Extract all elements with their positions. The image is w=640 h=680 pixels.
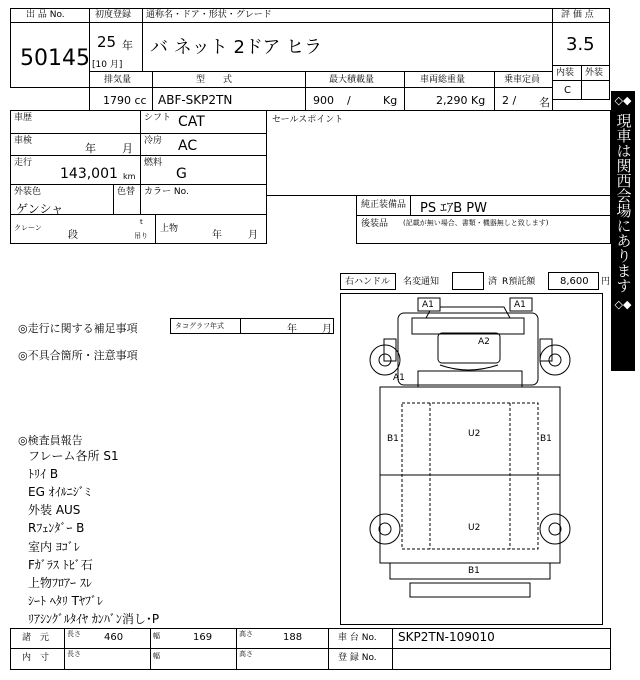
first-reg-year-unit: 年	[122, 39, 133, 52]
max-load-sep: /	[347, 94, 351, 107]
mounted-label: 上物	[160, 224, 179, 234]
inspector-item: EG ｵｲﾙﾆｼﾞﾐ	[28, 485, 91, 499]
max-load-label: 最大積載量	[329, 75, 375, 85]
mark-b1-left: B1	[387, 434, 399, 444]
driving-label: ◎走行に関する補足事項	[18, 322, 138, 335]
mark-a1-front-left: A1	[422, 300, 434, 310]
model-label: 型 式	[196, 75, 233, 85]
notice-top-marks: ◇◆	[614, 94, 632, 107]
length-label: 長さ	[67, 630, 81, 638]
venue-notice	[611, 91, 635, 371]
inspector-item: ｼｰﾄ ﾍﾀﾘ Tﾔﾌﾞﾚ	[28, 594, 103, 608]
tacho-month: 月	[322, 324, 332, 335]
aftermarket-note: (記載が無い場合、書類・機器無しと致します)	[403, 219, 549, 227]
aftermarket-label: 後装品	[361, 219, 389, 229]
yen-label: 円	[601, 277, 611, 287]
notice-text: 現車は関西会場にあります	[614, 113, 633, 293]
crane-label: クレーン	[14, 224, 42, 232]
inspector-item: 上物ﾌﾛｱｰ ｽﾚ	[28, 576, 92, 590]
mark-b1-right: B1	[540, 434, 552, 444]
ac: AC	[178, 138, 198, 154]
mark-a1-front-right: A1	[514, 300, 526, 310]
tacho-label: タコグラフ年式	[175, 322, 224, 330]
car-name: バ ネット 2ドア ヒラ	[150, 37, 323, 58]
model: ABF-SKP2TN	[158, 93, 233, 107]
name-label: 通称名・ドア・形状・グレード	[146, 10, 272, 20]
color: ゲンシャ	[16, 202, 64, 216]
gross-weight: 2,290 Kg	[436, 94, 486, 107]
history-label: 車歴	[14, 113, 33, 123]
details-box	[10, 110, 267, 244]
inspector-item: ﾄﾘｲ B	[28, 467, 59, 481]
mileage-unit: km	[123, 172, 136, 181]
gross-weight-label: 車両総重量	[420, 75, 466, 85]
mark-u2-lower: U2	[468, 523, 481, 533]
mark-b1-rear: B1	[468, 566, 480, 576]
interior-grade: C	[564, 85, 571, 96]
fuel-label: 燃料	[144, 158, 163, 168]
mark-a1-side: A1	[393, 373, 405, 383]
inspection-month: 月	[122, 142, 133, 155]
max-load-unit: Kg	[383, 94, 398, 107]
crane-lift: 吊り	[134, 232, 148, 240]
height: 188	[283, 632, 303, 643]
mileage: 143,001	[60, 166, 118, 182]
rating-value: 3.5	[566, 34, 595, 55]
color-change-label: 色替	[117, 187, 136, 197]
interior-height-label: 高さ	[239, 650, 253, 658]
inspector-label: ◎検査員報告	[18, 434, 83, 447]
inspector-item: Rﾌｪﾝﾀﾞｰ B	[28, 521, 85, 535]
height-label: 高さ	[239, 630, 253, 638]
interior-length-label: 長さ	[67, 650, 81, 658]
crane-t: t	[140, 218, 143, 226]
inspection-year: 年	[85, 142, 96, 155]
shift: CAT	[178, 114, 205, 130]
width: 169	[193, 632, 213, 643]
fuel: G	[176, 166, 187, 182]
name-change-checkbox	[452, 272, 484, 290]
truck-diagram	[340, 293, 603, 625]
inspector-item: フレーム各所 S1	[28, 449, 119, 463]
lot-label: 出 品 No.	[26, 10, 65, 20]
inspection-label: 車検	[14, 136, 33, 146]
right-handle: 右ハンドル	[345, 277, 391, 287]
length: 460	[104, 632, 124, 643]
interior-width-label: 幅	[153, 652, 160, 660]
notice-bottom-marks: ◇◆	[614, 298, 632, 311]
inspector-item: Fｶﾞﾗｽ ﾄﾋﾞ石	[28, 558, 93, 572]
footer-box	[10, 628, 611, 670]
reg-label: 登 録 No.	[338, 653, 377, 663]
rating-label: 評 価 点	[561, 10, 594, 20]
mark-a2: A2	[478, 337, 490, 347]
equipment-label: 純正装備品	[361, 200, 407, 210]
name-change-label: 名変通知	[403, 277, 440, 287]
exterior-grade-label: 外装	[585, 68, 604, 78]
capacity-label: 乗車定員	[504, 75, 541, 85]
first-reg-year: 25	[97, 33, 117, 51]
color-label: 外装色	[14, 187, 42, 197]
max-load: 900	[313, 94, 334, 107]
mileage-label: 走行	[14, 158, 33, 168]
chassis-number: SKP2TN-109010	[398, 630, 495, 644]
first-reg-label: 初度登録	[95, 10, 132, 20]
color-code-label: カラー No.	[144, 187, 189, 197]
equipment: PS ｴｱB PW	[420, 201, 487, 216]
capacity: 2 /	[502, 94, 517, 107]
interior-dims-label: 内 寸	[22, 653, 50, 663]
chassis-label: 車 台 No.	[338, 633, 377, 643]
inspector-item: ﾘｱｼﾝｸﾞﾙﾀｲﾔ ｶﾝﾊﾞﾝ消し･P	[28, 612, 160, 626]
displacement-label: 排気量	[104, 75, 132, 85]
recycle-fee-label: R預託額	[502, 277, 536, 287]
mounted-month: 月	[248, 230, 258, 241]
mark-u2-upper: U2	[468, 429, 481, 439]
recycle-label: 済	[488, 277, 498, 287]
crane-stage: 段	[68, 230, 78, 241]
interior-grade-label: 内装	[556, 68, 575, 78]
recycle-fee: 8,600	[560, 276, 589, 287]
shift-label: シフト	[144, 113, 172, 123]
tacho-year: 年	[287, 324, 297, 335]
inspector-item: 室内 ﾖｺﾞﾚ	[28, 540, 80, 554]
width-label: 幅	[153, 632, 160, 640]
ac-label: 冷房	[144, 136, 163, 146]
inspector-item: 外装 AUS	[28, 503, 81, 517]
lot-number: 50145	[20, 46, 90, 71]
mounted-year: 年	[212, 230, 222, 241]
defects-label: ◎不具合箇所・注意事項	[18, 349, 138, 362]
displacement: 1790 cc	[103, 94, 147, 107]
sales-point-label: セールスポイント	[272, 115, 344, 125]
capacity-unit: 名	[539, 96, 550, 109]
first-reg-month: [10 月]	[92, 60, 123, 70]
specs-label: 諸 元	[22, 633, 50, 643]
